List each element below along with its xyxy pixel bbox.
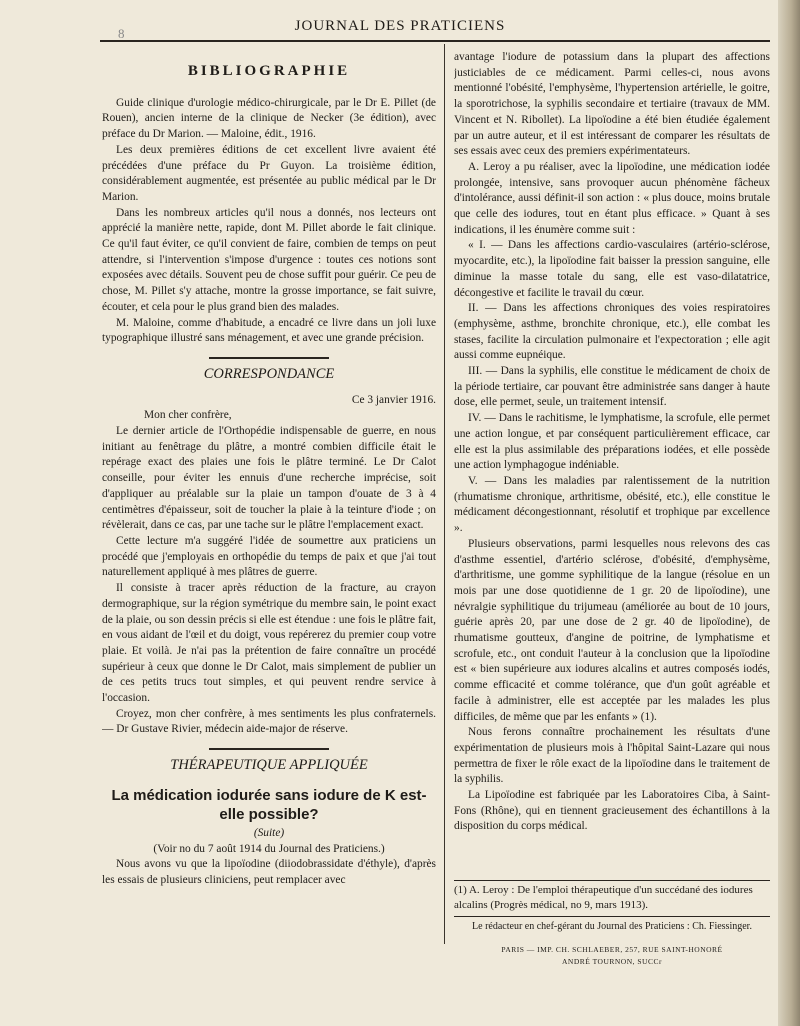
- therapeutique-heading: THÉRAPEUTIQUE APPLIQUÉE: [170, 757, 368, 774]
- article-title: La médication iodurée sans iodure de K est-elle possible?: [111, 786, 427, 823]
- section-rule: [209, 748, 329, 750]
- article-reference: (Voir no du 7 août 1914 du Journal des Praticiens.): [153, 842, 385, 855]
- article-suite: (Suite): [253, 826, 285, 839]
- bibliographie-paragraph: Les deux premières éditions de cet excellent livre avaient été précédées d'une préface du Pr Guyon. La troisième édition, considérablement augmentée, est présentée au public médical par le Dr Marion.: [102, 143, 436, 203]
- letter-salutation: Mon cher confrère,: [144, 409, 232, 422]
- printer-imprint: [454, 944, 770, 968]
- article-paragraph: Nous ferons connaître prochainement les résultats d'une expérimentation de plusieurs mois à l'hôpital Saint-Lazare qui nous permettra de fixer le rôle exact de la lipoïodine dans le traitement de la syphilis.: [454, 726, 770, 786]
- article-paragraph: II. — Dans les affections chroniques des voies respiratoires (emphysème, asthme, bronchite chronique, etc.), elle combat les stases, facilite la circulation pulmonaire et l'expectoration ; elle agit aussi comme eupnéique.: [454, 302, 770, 362]
- bibliographie-heading: BIBLIOGRAPHIE: [187, 63, 351, 79]
- left-column: [102, 50, 436, 990]
- book-reference: Guide clinique d'urologie médico-chirurgicale, par le Dr E. Pillet (de Rouen), ancien interne de la clinique de Necker (3e édition), avec préface du Dr Marion. — Maloine, édit., 1916.: [102, 96, 436, 141]
- bibliographie-paragraph: Dans les nombreux articles qu'il nous a donnés, nos lecteurs ont apprécié la manière nette, rapide, dont M. Pillet aborde le fait clinique. Ce qu'il faut éviter, ce qu'il convient de faire, combien de temps on peut attendre, si l'intervention s'impose d'urgence : toutes ces notions sont exposées avec détails. Souvent peu de chose suffit pour guérir. Ce peu de chose, M. Pillet s'y attache, montre la grosse importance, se fait suivre, écouter, et cela pour le plus grand bien des malades.: [102, 206, 436, 313]
- footnote: (1) A. Leroy : De l'emploi thérapeutique d'un succédané des iodures alcalins (Progrès médical, no 9, mars 1913).: [454, 884, 753, 911]
- header-rule: [100, 40, 770, 42]
- footnote-rule: [454, 880, 770, 881]
- article-intro: Nous avons vu que la lipoïodine (diiodobrassidate d'éthyle), d'après les essais de plusieurs cliniciens, peut remplacer avec: [102, 858, 436, 886]
- printer-line: PARIS — IMP. CH. SCHLAEBER, 257, RUE SAINT-HONORÉ: [501, 945, 723, 954]
- section-rule: [209, 357, 329, 359]
- article-paragraph: Plusieurs observations, parmi lesquelles nous relevons des cas d'asthme essentiel, d'artério sclérose, d'obésité, d'emphysème, d'arthritisme, une gomme syphilitique de la langue (résolue en un mois par une dose quotidienne de 1 gr. 20 de lipoïodine), une névralgie syphilitique du trijumeau (améliorée au bout de 10 jours, guérie après 20, par une dose de 2 gr. 40 de lipoïodine), de rhumatisme goutteux, d'angine de poitrine, de lymphatisme et scrofule, etc., ont conduit l'auteur à la conclusion que la lipoïodine est « bien supérieure aux iodures alcalins et autres composés iodés, comme efficacité et comme tolérance, que d'un goût agréable et facile à administrer, elle est acceptée par les malades les plus difficiles, de même que par les enfants » (1).: [454, 537, 770, 723]
- article-paragraph: IV. — Dans le rachitisme, le lymphatisme, la scrofule, elle permet une action longue, et par conséquent particulièrement efficace, car elle est la plus assimilable des préparations iodées, et elle possède une action lymphagogue indéniable.: [454, 412, 770, 472]
- printer-line: ANDRÉ TOURNON, SUCCr: [562, 957, 662, 966]
- article-paragraph: III. — Dans la syphilis, elle constitue le médicament de choix de la période tertiaire, car pouvant être administrée sans danger à haute dose, elle permet, seule, un traitement intensif.: [454, 365, 770, 409]
- article-paragraph: La Lipoïodine est fabriquée par les Laboratoires Ciba, à Saint-Fons (Rhône), qui en tiennent gracieusement des échantillons à la disposition du corps médical.: [454, 789, 770, 833]
- article-paragraph: « I. — Dans les affections cardio-vasculaires (artério-sclérose, myocardite, etc.), la lipoïodine fait baisser la pression sanguine, elle diminue la masse totale du sang, elle est vaso-dilatatrice, décongestive et facilite le travail du cœur.: [454, 239, 770, 299]
- letter-date: Ce 3 janvier 1916.: [351, 393, 436, 406]
- article-paragraph: A. Leroy a pu réaliser, avec la lipoïodine, une médication iodée prolongée, intensive, sans provoquer aucun phénomène fâcheux d'intolérance, aussi définit-il son action : « plus douce, moins brutale que celle des iodures, tout en étant plus efficace. » Quant à ses indications, il les énumère comme suit :: [454, 160, 770, 236]
- redacteur-line: Le rédacteur en chef-gérant du Journal des Praticiens : Ch. Fiessinger.: [472, 921, 752, 932]
- redacteur-rule: [454, 916, 770, 917]
- bibliographie-paragraph: M. Maloine, comme d'habitude, a encadré ce livre dans un joli luxe typographique illustré sans ménagement, et avec une grande précision.: [102, 316, 436, 345]
- running-header: JOURNAL DES PRATICIENS: [294, 18, 506, 34]
- letter-paragraph: Cette lecture m'a suggéré l'idée de soumettre aux praticiens un procédé que j'employais en orthopédie du temps de paix et que j'ai tout naturellement appliqué à mes plâtres de guerre.: [102, 534, 436, 579]
- letter-paragraph: Le dernier article de l'Orthopédie indispensable de guerre, en nous initiant au fenêtrage du plâtre, a montré combien difficile était le repérage exact des plaies une fois le plâtre terminé. Le Dr Calot conseille, pour éviter les ennuis d'une recherche imprécise, soit d'appliquer au préalable sur la plaie un tampon d'ouate de 3 à 4 centimètres d'épaisseur, soit de toucher la plaie à la teinture d'iode ; on révèlerait, dans ce cas, par une tache sur le plâtre l'emplacement exact.: [102, 425, 436, 532]
- page-number: 8: [118, 26, 125, 41]
- correspondance-heading: CORRESPONDANCE: [203, 365, 335, 382]
- page-binding-edge: [778, 0, 800, 1026]
- letter-paragraph: Croyez, mon cher confrère, à mes sentiments les plus confraternels. — Dr Gustave Rivier, médecin aide-major de réserve.: [102, 707, 436, 736]
- article-paragraph: V. — Dans les maladies par ralentissement de la nutrition (rhumatisme chronique, arthritisme, obésité, etc.), elle constitue le médicament décongestionnant, résolutif et trophique par excellence ».: [454, 474, 770, 535]
- right-column: [454, 50, 770, 880]
- letter-paragraph: Il consiste à tracer après réduction de la fracture, au crayon dermographique, sur la région symétrique du membre sain, le point exact de la plaie, ou son dessin précis si elle est étendue : une fois le plâtre fait, en vous aidant de l'œil et du doigt, vous repérerez du premier coup votre plaie. Et voilà. Je n'ai pas la prétention de faire connaître un procédé supérieur à ceux que donne le Dr Calot, mais simplement de publier un de ces petits trucs tout simples, et qui peuvent rendre service à l'occasion.: [102, 582, 436, 705]
- article-paragraph: avantage l'iodure de potassium dans la plupart des affections justiciables de ce médicament. Parmi celles-ci, nous avons mentionné l'obésité, l'emphysème, l'hypertension artérielle, le goitre, la sporotrichose, la syphilis secondaire et tertiaire (travaux de MM. Vincent et N. Ribollet). La lipoïodine a été bien étudiée également par un autre auteur, et il est intéressant de comparer les résultats de ses essais avec ceux des premiers expérimentateurs.: [454, 51, 770, 158]
- column-separator: [444, 44, 445, 944]
